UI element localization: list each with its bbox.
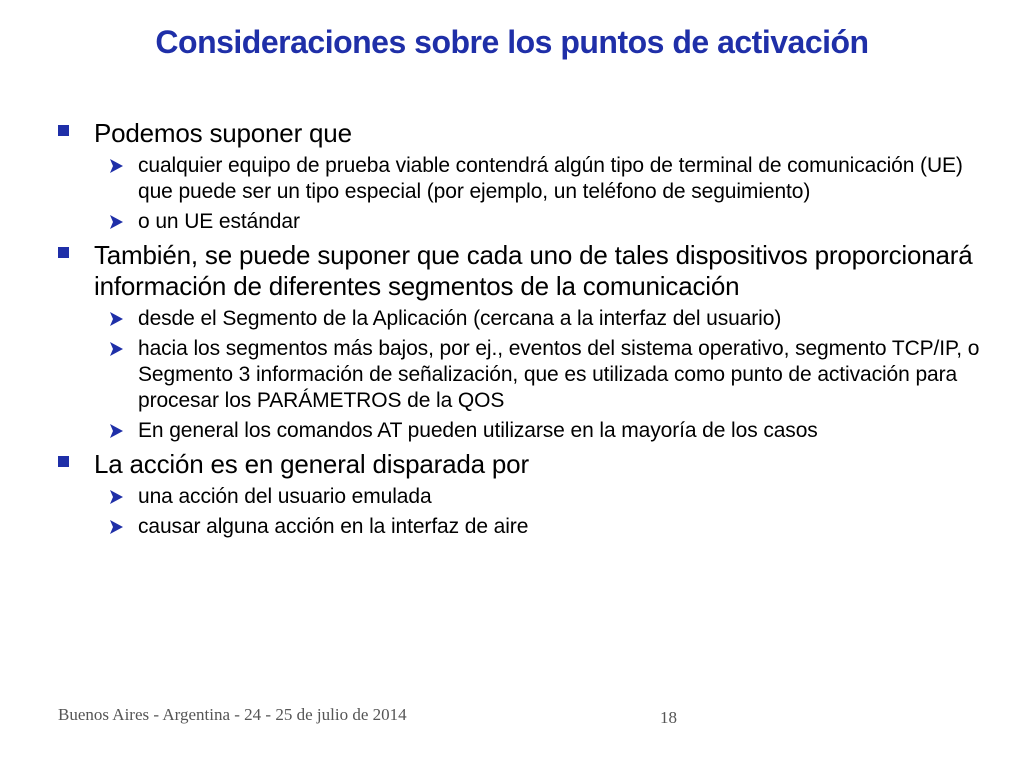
bullet-item	[58, 240, 988, 302]
bullet-item	[58, 449, 988, 480]
sub-bullet-text: una acción del usuario emulada	[138, 485, 432, 508]
sub-bullet-item	[58, 484, 988, 510]
bullet-text: La acción es en general disparada por	[94, 449, 529, 479]
arrowhead-bullet-icon	[108, 519, 124, 535]
arrowhead-bullet-icon	[108, 423, 124, 439]
sub-bullet-text: hacia los segmentos más bajos, por ej., eventos del sistema operativo, segmento TCP/IP, o Segmento 3 información de señalización, que es utilizada como punto de activación para procesar los PARÁMETROS de la QOS	[138, 337, 980, 412]
sub-bullet-text: o un UE estándar	[138, 210, 300, 233]
arrowhead-bullet-icon	[108, 158, 124, 174]
page-number: 18	[660, 708, 677, 727]
bullet-text: También, se puede suponer que cada uno de tales dispositivos proporcionará información de diferentes segmentos de la comunicación	[94, 240, 973, 301]
footer-location-date: Buenos Aires - Argentina - 24 - 25 de julio de 2014	[58, 705, 407, 724]
slide-title: Consideraciones sobre los puntos de activación	[155, 24, 869, 60]
arrowhead-bullet-icon	[108, 311, 124, 327]
bullet-list	[58, 113, 988, 540]
square-bullet-icon	[58, 247, 69, 258]
square-bullet-icon	[58, 125, 69, 136]
bullet-text: Podemos suponer que	[94, 118, 352, 148]
sub-bullet-item	[58, 209, 988, 235]
sub-bullet-item	[58, 336, 988, 414]
sub-bullet-text: cualquier equipo de prueba viable contendrá algún tipo de terminal de comunicación (UE) que puede ser un tipo especial (por ejemplo, un teléfono de seguimiento)	[138, 154, 963, 203]
sub-bullet-text: En general los comandos AT pueden utilizarse en la mayoría de los casos	[138, 419, 818, 442]
sub-bullet-item	[58, 418, 988, 444]
sub-bullet-item	[58, 306, 988, 332]
sub-bullet-text: desde el Segmento de la Aplicación (cercana a la interfaz del usuario)	[138, 307, 782, 330]
sub-bullet-item	[58, 153, 988, 205]
arrowhead-bullet-icon	[108, 214, 124, 230]
arrowhead-bullet-icon	[108, 489, 124, 505]
arrowhead-bullet-icon	[108, 341, 124, 357]
square-bullet-icon	[58, 456, 69, 467]
sub-bullet-text: causar alguna acción en la interfaz de aire	[138, 515, 529, 538]
bullet-item	[58, 118, 988, 149]
sub-bullet-item	[58, 514, 988, 540]
